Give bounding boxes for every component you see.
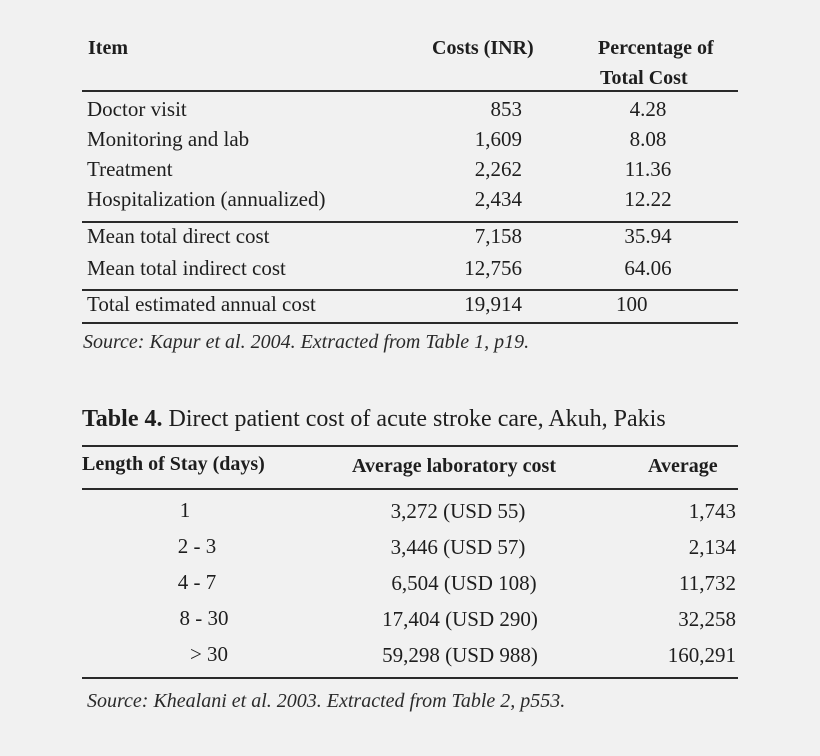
table4-row-lab-cost: 6,504 (USD 108) [391, 571, 537, 595]
table4-row-stay: 8 - 30 [179, 606, 229, 630]
table4-row-average: 11,732 [679, 571, 736, 595]
table4-header-length-of-stay: Length of Stay (days) [82, 453, 265, 475]
table1-total-rule [82, 289, 738, 291]
table1-total-percentage: 100 [616, 292, 648, 316]
table4-caption-label: Table 4. [82, 406, 163, 432]
table4-bottom-rule [82, 677, 738, 679]
table4-top-rule [82, 445, 738, 447]
table4-caption-text: Direct patient cost of acute stroke care, Akuh, Pakis [168, 406, 666, 432]
table1-row-cost: 7,158 [474, 224, 522, 248]
table4-row-stay: 2 - 3 [177, 534, 217, 558]
table1-row-cost: 1,609 [474, 127, 522, 151]
table1-row-item: Treatment [87, 157, 173, 181]
table1-row-item: Doctor visit [87, 97, 187, 121]
table1-row-cost: 12,756 [464, 256, 522, 280]
table4-row-average: 1,743 [688, 499, 736, 523]
table1-row-percentage: 11.36 [624, 157, 672, 181]
table4-row-stay: 4 - 7 [177, 570, 217, 594]
table4-source-note: Source: Khealani et al. 2003. Extracted from Table 2, p553. [87, 690, 566, 712]
table4-row-lab-cost: 3,272 (USD 55) [390, 499, 526, 523]
table1-row-item: Mean total indirect cost [87, 256, 286, 280]
table1-row-percentage: 8.08 [629, 127, 667, 151]
table4-row-average: 160,291 [667, 643, 736, 667]
table4-row-lab-cost: 3,446 (USD 57) [390, 535, 526, 559]
table1-header-percentage-line1: Percentage of [598, 37, 714, 59]
table4-row-average: 32,258 [678, 607, 736, 631]
table1-source-note: Source: Kapur et al. 2004. Extracted from Table 1, p19. [83, 331, 530, 353]
table1-header-item: Item [88, 37, 128, 59]
table4-row-stay: > 30 [189, 642, 229, 666]
table4-header-average: Average [648, 455, 718, 477]
table1-row-percentage: 4.28 [629, 97, 667, 121]
table4-caption [82, 406, 666, 433]
table1-row-cost: 2,262 [474, 157, 522, 181]
table1-group-rule [82, 221, 738, 223]
table1-row-percentage: 64.06 [624, 256, 672, 280]
table4-row-lab-cost: 17,404 (USD 290) [382, 607, 538, 631]
table4-row-lab-cost: 59,298 (USD 988) [382, 643, 538, 667]
table1-header-percentage-line2: Total Cost [600, 67, 688, 89]
table1-row-cost: 2,434 [474, 187, 522, 211]
table1-header-rule [82, 90, 738, 92]
table1-row-item: Mean total direct cost [87, 224, 270, 248]
table1-total-item: Total estimated annual cost [87, 292, 316, 316]
table1-header-costs: Costs (INR) [432, 37, 534, 59]
table1-row-item: Monitoring and lab [87, 127, 250, 151]
table1-total-cost: 19,914 [464, 292, 522, 316]
table4-header-lab-cost: Average laboratory cost [352, 455, 557, 477]
table1-bottom-rule [82, 322, 738, 324]
table4-row-average: 2,134 [688, 535, 736, 559]
table1-row-item: Hospitalization (annualized) [87, 187, 326, 211]
table4-row-stay: 1 [179, 498, 191, 522]
table4-header-rule [82, 488, 738, 490]
table1-row-cost: 853 [490, 97, 522, 121]
table1-row-percentage: 12.22 [624, 187, 672, 211]
table1-row-percentage: 35.94 [624, 224, 672, 248]
